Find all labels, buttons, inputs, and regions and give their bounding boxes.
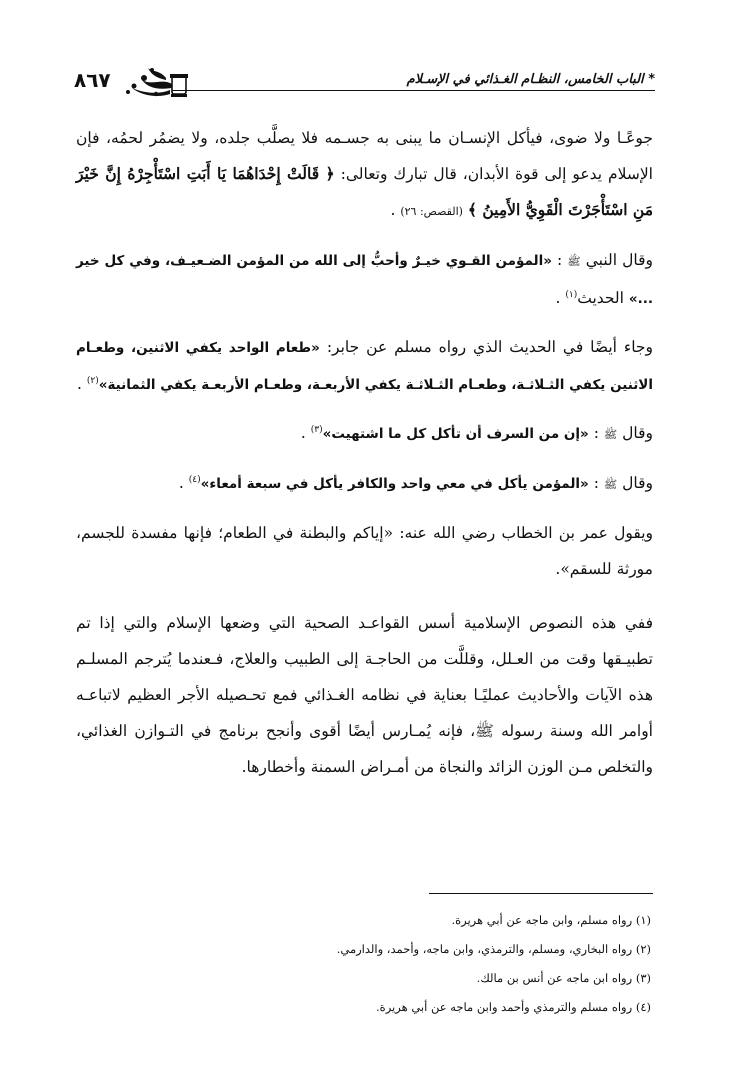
hadith-quote: «إن من السرف أن تأكل كل ما اشتهيت»	[322, 426, 589, 442]
footnote-marker: (٢)	[86, 375, 99, 386]
paragraph-3	[76, 329, 653, 403]
paragraph-1	[76, 120, 653, 230]
punctuation: :	[557, 251, 563, 269]
punctuation: .	[555, 289, 561, 307]
footnote-separator	[429, 893, 653, 894]
footnote-1: (١) رواه مسلم، وابن ماجه عن أبي هريرة.	[451, 913, 651, 927]
quran-verse: ﴿ قَالَتْ إِحْدَاهُمَا يَا أَبَتِ اسْتَأْجِرْهُ إِنَّ خَيْرَ مَنِ اسْتَأْجَرْتَ الْقَوِيُّ الأَمِينُ ﴾	[76, 164, 653, 219]
punctuation: :	[593, 424, 599, 442]
running-title: * الباب الخامس، النظـام الغـذائي في الإسـلام	[406, 72, 655, 87]
paragraph-2	[76, 242, 653, 317]
paragraph-7: ففي هذه النصوص الإسلامية أسس القواعـد الصحية التي وضعها الإسلام والتي إذا تم تطبيـقها وقت من العـلل، وقللَّت من الحاجـة إلى الطبيب والعلاج، فـعندما يُترجم المسلـم هذه الآيات والأحاديث عمليًـا بعناية في نظامه الغـذائي فمع تحـصيله الأجر العظيم لاتباعـه أوامر الله وسنة رسوله ﷺ، فإنه يُمـارس أيضًا أقوى وأنجح برنامج في التـوازن الغذائي، والتخلص مـن الوزن الزائد والنجاة من أمـراض السمنة وأخطارها.	[76, 614, 653, 776]
punctuation: :	[593, 474, 599, 492]
paragraph-text: وجاء أيضًا في الحديث الذي رواه مسلم عن جابر:	[326, 338, 653, 356]
hadith-quote: «المؤمن القـوي خيـرٌ وأحبُّ إلى الله من المؤمن الضـعيـف، وفي كل خير ...»	[76, 253, 653, 307]
honorific-glyph: ﷺ	[567, 255, 581, 268]
footnote-marker: (١)	[565, 289, 578, 300]
paragraph-6: ويقول عمر بن الخطاب رضي الله عنه: «إياكم والبطنة في الطعام؛ فإنها مفسدة للجسم، مورثة للسقم».	[76, 524, 653, 578]
footnotes	[76, 906, 651, 1022]
footnote-marker: (٤)	[188, 474, 201, 485]
paragraph-4	[76, 415, 653, 453]
punctuation: .	[76, 375, 82, 393]
page-number: ٨٦٧	[74, 68, 111, 92]
honorific-glyph: ﷺ	[603, 478, 618, 491]
paragraph-text: جوعًـا ولا ضوى، فيأكل الإنسـان ما يبنى به جسـمه فلا يصلَّب جلده، ولا يضمُر لحمُه، فإن الإسلام يدعو إلى قوة الأبدان، قال تبارك وتعالى:	[76, 129, 653, 183]
verse-reference: (القصص: ٢٦)	[400, 205, 463, 218]
honorific-glyph: ﷺ	[603, 428, 618, 441]
hadith-quote: «المؤمن يأكل في معي واحد والكافر يأكل في سبعة أمعاء»	[200, 476, 589, 492]
punctuation: .	[300, 424, 306, 442]
hadith-quote: «طعام الواحد يكفي الاثنين، وطعـام الاثنين يكفي الثـلاثـة، وطعـام الثـلاثـة يكفي الأربعـة، وطعـام الأربعـة يكفي الثمانية»	[76, 340, 653, 393]
header-rule	[172, 90, 655, 91]
footnote-4: (٤) رواه مسلم والترمذي وأحمد وابن ماجه عن أبي هريرة.	[376, 1000, 651, 1014]
page-header	[74, 68, 655, 108]
paragraph-text: وقال النبي	[585, 251, 654, 269]
footnote-2: (٢) رواه البخاري، ومسلم، والترمذي، وابن ماجه، وأحمد، والدارمي.	[336, 942, 651, 956]
paragraph-text: وقال	[622, 424, 653, 442]
floral-vase-icon	[122, 64, 198, 102]
footnote-3: (٣) رواه ابن ماجه عن أنس بن مالك.	[476, 971, 651, 985]
paragraph-5	[76, 465, 653, 503]
footnote-marker: (٣)	[310, 424, 323, 435]
paragraph-text: الحديث	[577, 289, 624, 307]
punctuation: .	[178, 474, 184, 492]
body-text	[76, 120, 653, 785]
punctuation: .	[390, 201, 396, 219]
paragraph-text: وقال	[622, 474, 653, 492]
